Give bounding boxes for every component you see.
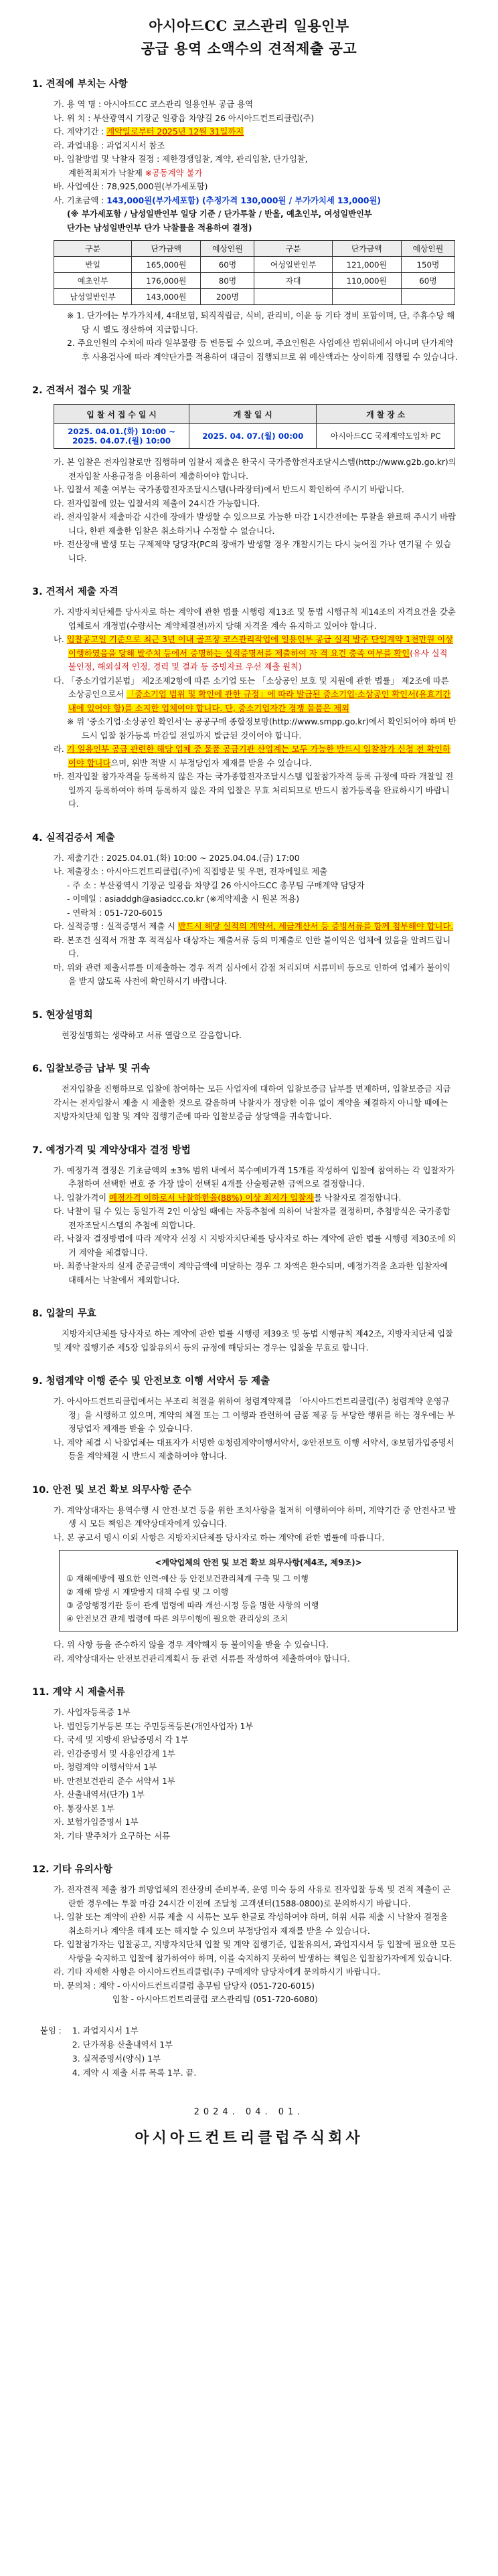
table-header-cell: 개 찰 일 시 (189, 405, 317, 424)
s1-contract-period: 계약일로부터 2025년 12월 31일까지 (106, 127, 244, 136)
s12-item-ra: 라. 기타 자세한 사항은 아시아드컨트리클럽(주) 구매계약 담당자에게 문의하시기 바랍니다. (54, 1967, 381, 1977)
s1-note-2: 2. 주요인원의 수치에 따라 일부물량 등 변동될 수 있으며, 주요인원은 사업예산 범위내에서 아니며 단가계약 후 사용검사에 따라 계약단가를 적용하여 대금이 집행되므로 위 예산액과는 상이하게 집행될 수 있습니다. (67, 338, 458, 362)
s4-item-ma: 마. 위와 관련 제출서류를 미제출하는 경우 적격 심사에서 감점 처리되며 서류미비 등으로 인하여 업체가 불이익을 받지 않도록 사전에 확인하시기 바랍니다. (54, 963, 451, 986)
table-row (54, 289, 455, 305)
section-3-heading: 3. 견적서 제출 자격 (32, 587, 118, 597)
announcement-date: 2024. 04. 01. (193, 2106, 305, 2117)
opening-datetime: 2025. 04. 07.(월) 00:00 (202, 431, 304, 441)
table-cell: 176,000원 (132, 273, 201, 289)
section-11-heading: 11. 계약 시 제출서류 (32, 1687, 125, 1698)
bid-period-start: 2025. 04.01.(화) 10:00 ~ (68, 427, 176, 436)
s12-item-na: 나. 입찰 또는 계약에 관한 서류 제출 시 서류는 모두 한글로 작성하여야 하며, 허위 서류 제출 시 낙찰자 결정을 취소하거나 계약을 해제 또는 해지할 수 있으며 부정당업자 제재를 받을 수 있습니다. (54, 1912, 448, 1936)
s4-item-ra: 라. 본조건 실적서 개찰 후 적격심사 대상자는 제출서류 등의 미제출로 인한 불이익은 업체에 있음을 알려드립니다. (54, 935, 451, 959)
s10-item-da: 다. 위 사항 등을 준수하지 않을 경우 계약해지 등 불이익을 받을 수 있습니다. (54, 1640, 329, 1650)
s1-note-1: ※ 1. 단가에는 부가가치세, 4대보험, 퇴직적립금, 식비, 관리비, 이윤 등 기타 경비 포함이며, 단, 주휴수당 해당 시 별도 정산하여 지급합니다. (67, 311, 455, 334)
list-item: 가. 사업자등록증 1부 (54, 1708, 131, 1717)
table-cell: 예초인부 (54, 273, 132, 289)
table-cell: 아시아드CC 국제계약도입차 PC (317, 424, 455, 449)
s4-address: - 주 소 : 부산광역시 기장군 일광읍 차양길 26 아시아드CC 총무팀 구매계약 담당자 (67, 880, 365, 890)
s2-item-ma: 마. 전산장애 발생 또는 구제제약 당당자(PC의 장애가 발생할 경우 개찰시기는 다시 늦어질 가나 연기될 수 있습니다. (54, 540, 452, 563)
s1-sa-note1: (※ 부가세포함 / 남성일반인부 일당 기준 / 단가투찰 / 반올, 예초인부, 여성일반인부 (67, 209, 372, 219)
table-header-cell: 예상인원 (401, 241, 454, 257)
s4-da-text: 다. 실적증명 : 실적증명서 제출 시 (54, 922, 178, 931)
s3-item-ra (54, 742, 458, 770)
doc-title-line2: 공급 용역 소액수의 견적제출 공고 (141, 40, 357, 57)
s4-item-da (54, 920, 458, 934)
attachments (40, 2024, 458, 2080)
safety-box-item: ③ 중앙행정기관 등이 관계 법령에 따라 개선·시정 등을 명한 사항의 이행 (66, 1601, 319, 1610)
company-name: 아시아드컨트리클럽주식회사 (135, 2128, 363, 2147)
list-item: 사. 산출내역서(단가) 1부 (54, 1790, 145, 1799)
section-2-heading: 2. 견적서 접수 및 개찰 (32, 385, 131, 396)
s1-item-sa (54, 194, 458, 208)
s1-da-label: 다. 계약기간 : (54, 127, 107, 136)
table-cell: 반일 (54, 257, 132, 273)
section-12-heading: 12. 기타 유의사항 (32, 1864, 112, 1875)
s1-ma-text: 마. 입찰방법 및 낙찰자 결정 : 제한경쟁입찰, 계약, 관리입찰, 단가입찰, (54, 155, 308, 164)
safety-box-title: <계약업체의 안전 및 보건 확보 의무사항(제4조, 제9조)> (155, 1558, 362, 1567)
s12-contact-2: 입찰 - 아시아드컨트리클럽 코스관리팀 (051-720-6080) (112, 1995, 318, 2004)
s1-item-ba: 바. 사업예산 : 78,925,000원(부가세포함) (54, 182, 208, 191)
table-header-row (54, 241, 455, 257)
table-cell: 남성일반인부 (54, 289, 132, 305)
s10-item-ga: 가. 계약상대자는 용역수행 시 안전·보건 등을 위한 조치사항을 철저히 이행하여야 하며, 계약기간 중 안전사고 발생 시 모든 책임은 계약상대자에게 있습니다. (54, 1505, 456, 1528)
s3-item-da (54, 674, 458, 716)
s7-item-ga: 가. 예정가격 결정은 기초금액의 ±3% 범위 내에서 복수예비가격 15개를 작성하여 입찰에 참여하는 각 입찰자가 추첨하여 선택한 번호 중 가장 많이 선택된 4개를 산술평균한 금액으로 결정합니다. (54, 1165, 455, 1189)
s12-item-da: 다. 입찰참가자는 입찰공고, 지방자치단체 입찰 및 계약 집행기준, 입찰유의서, 과업지시서 등 입찰에 필요한 모든 사항을 숙지하고 입찰에 참가하여야 하며, 이를 숙지하지 못하여 발생하는 책임은 입찰참가자에게 있습니다. (54, 1940, 456, 1963)
table-cell (254, 289, 332, 305)
table-cell (401, 289, 454, 305)
safety-box-item: ④ 안전보건 관계 법령에 따른 의무이행에 필요한 관리상의 조치 (66, 1614, 288, 1623)
s4-email: - 이메일 : asiaddgh@asiadcc.co.kr (※계약제출 시 원본 적용) (67, 894, 300, 904)
s3-da-note: ※ 위 '중소기업·소상공인 확인서'는 공공구매 종합정보망(http://www.smpp.go.kr)에서 확인되어야 하며 반드시 입찰 참가등록 마감일 전일까지 발급된 것이어야 합니다. (67, 717, 456, 740)
list-item: 자. 보험가입증명서 1부 (54, 1817, 139, 1827)
safety-box-item: ① 재해예방에 필요한 인력·예산 등 안전보건관리체계 구축 및 그 이행 (66, 1574, 309, 1583)
s12-item-ga: 가. 전자견적 제출 참가 희망업체의 전산장비 준비부족, 운영 미숙 등의 사유로 전자입찰 등록 및 견적 제출이 곤란한 경우에는 투찰 마감 24시간 이전에 조달청 고객센터(1588-0800)로 문의하시기 바랍니다. (54, 1885, 451, 1908)
s3-item-na (54, 633, 458, 674)
s7-na-label: 나. 입찰가격이 (54, 1193, 109, 1203)
table-header-cell: 개 찰 장 소 (317, 405, 455, 424)
table-cell: 165,000원 (132, 257, 201, 273)
list-item: 차. 기타 발주처가 요구하는 서류 (54, 1831, 170, 1841)
s7-na-requirement: 예정가격 이하로서 낙찰하한율(88%) 이상 최저가 입찰자 (109, 1193, 314, 1203)
s3-na-requirement: 입찰공고일 기준으로 최근 3년 이내 골프장 코스관리작업에 일용인부 공급 실적 발주 단일계약 1천만원 이상 이행하였음을 당해 발주처 등에서 증명하는 실적증명서를 제출하여 자 격 요건 충족 여부를 확인 (66, 635, 453, 658)
list-item: 아. 통장사본 1부 (54, 1803, 114, 1813)
s1-base-amount: 143,000원(부가세포함) (추정가격 130,000원 / 부가가치세 13,000원) (106, 195, 381, 205)
s1-sa-note2: 단가는 남성일반인부 단가 낙찰률을 적용하여 결정) (67, 223, 252, 233)
table-cell: 150명 (401, 257, 454, 273)
s2-item-na: 나. 입찰서 제출 여부는 국가종합전자조달시스템(나라장터)에서 반드시 확인하여 주시기 바랍니다. (54, 485, 404, 494)
s1-item-na: 나. 위 치 : 부산광역시 기장군 일광읍 차양길 26 아시아드컨트리클럽(주) (54, 113, 315, 123)
s3-item-ga: 가. 지방자치단체를 당사자로 하는 계약에 관한 법률 시행령 제13조 및 동법 시행규칙 제14조의 자격요건을 갖춘 업체로서 개정법(수량서는 계약체결전)까지 당해 자격을 계속 유지하고 있어야 합니다. (54, 607, 456, 631)
list-item: 라. 인감증명서 및 사용인감계 1부 (54, 1749, 175, 1759)
s7-item-da: 다. 낙찰이 될 수 있는 동일가격 2인 이상일 때에는 자동추첨에 의하여 낙찰자를 결정하며, 추첨방식은 국가종합전자조달시스템의 추첨에 의합니다. (54, 1207, 451, 1230)
table-cell (332, 289, 401, 305)
s6-paragraph: 전자입찰을 진행하므로 입찰에 참여하는 모든 사업자에 대하여 입찰보증금 납부를 면제하며, 입찰보증금 지급각서는 전자입찰서 제출 시 제출한 것으로 갈음하며 낙찰자가 정당한 이유 없이 계약을 체결하지 아니할 때에는 지방자치단체 입찰 및 계약 집행기준에 따라 입찰보증금 상당액을 귀속합니다. (54, 1084, 451, 1121)
table-cell: 110,000원 (332, 273, 401, 289)
table-cell: 60명 (401, 273, 454, 289)
list-item: 바. 안전보건관리 준수 서약서 1부 (54, 1776, 175, 1786)
attachment-item: 3. 실적증명서(양식) 1부 (72, 2054, 161, 2064)
s2-item-ra: 라. 전자입찰서 제출마감 시간에 장애가 발생할 수 있으므로 가능한 마감 1시간전에는 투찰을 완료해 주시기 바랍니다, 한편 제출한 입찰은 취소하거나 수정할 수 없습니다. (54, 512, 456, 536)
table-cell: 80명 (201, 273, 254, 289)
s3-da-text: 다. 「중소기업기본법」 제2조제2항에 따른 소기업 또는 「소상공인 보호 및 지원에 관한 법률」 제2조에 따른 소상공인으로서 (54, 676, 449, 699)
table-header-cell: 구분 (54, 241, 132, 257)
s3-na-label: 나. (54, 635, 67, 644)
s1-item-da (54, 125, 458, 139)
attachment-item: 2. 단가적용 산출내역서 1부 (72, 2040, 173, 2050)
doc-title-line1: 아시아드CC 코스관리 일용인부 (149, 17, 349, 34)
bid-period-end: 2025. 04.07.(월) 10:00 (72, 436, 171, 445)
s5-paragraph: 현장설명회는 생략하고 서류 열람으로 갈음합니다. (62, 1030, 242, 1040)
table-cell: 자대 (254, 273, 332, 289)
table-header-cell: 단가금액 (332, 241, 401, 257)
section-6-heading: 6. 입찰보증금 납부 및 귀속 (32, 1064, 150, 1074)
s4-item-ga: 가. 제출기간 : 2025.04.01.(화) 10:00 ~ 2025.04.04.(금) 17:00 (54, 853, 300, 863)
table-cell (54, 424, 189, 449)
table-row (54, 257, 455, 273)
table-header-cell: 예상인원 (201, 241, 254, 257)
s3-item-ma: 마. 전자입찰 참가자격을 등록하지 않은 자는 국가종합전자조달시스템 입찰참가자격 등록 규정에 따라 개찰일 전일까지 등록하여야 하며 등록하지 않은 자의 입찰은 무효 처리되므로 반드시 참가등록을 완료하시기 바랍니다. (54, 772, 454, 809)
attachments-label: 붙임 : (40, 2025, 62, 2036)
safety-box-item: ② 재해 발생 시 재발방지 대책 수립 및 그 이행 (66, 1587, 229, 1597)
s4-item-na: 나. 제출장소 : 아시아드컨트리클럽(주)에 직접방문 및 우편, 전자메일로 제출 (54, 867, 328, 876)
s10-item-ra: 라. 계약상대자는 안전보건관리계획서 등 관련 서류를 작성하여 제출하여야 합니다. (54, 1654, 350, 1664)
bid-schedule-table (54, 404, 455, 449)
list-item: 나. 법인등기부등본 또는 주민등록등본(개인사업자) 1부 (54, 1721, 254, 1731)
s3-ra-label: 라. (54, 745, 67, 754)
s8-paragraph: 지방자치단체를 당사자로 하는 계약에 관한 법률 시행령 제39조 및 동법 시행규칙 제42조, 지방자치단체 입찰 및 계약 집행기준 제5장 입찰유의서 등의 규정에 해당되는 경우는 입찰을 무효로 합니다. (54, 1329, 453, 1353)
attachments-list (72, 2024, 196, 2080)
table-cell: 200명 (201, 289, 254, 305)
s1-sa-label: 사. 기초금액 : (54, 195, 107, 205)
section-1-heading: 1. 견적에 부치는 사항 (32, 79, 128, 90)
section-9-heading: 9. 청렴계약 이행 준수 및 안전보호 이행 서약서 등 제출 (32, 1376, 270, 1387)
s2-item-ga: 가. 본 입찰은 전자입찰로만 집행하며 입찰서 제출은 한국시 국가종합전자조달시스템(http://www.g2b.go.kr)의 전자입찰 사용규정을 이용하여 제출하여야 합니다. (54, 458, 456, 481)
s9-item-ga: 가. 아시아드컨트리클럽에서는 부조리 척결을 위하여 청렴계약제를 「아시아드컨트리클럽(주) 청렴계약 운영규정」을 시행하고 있으며, 계약의 체결 또는 그 이행과 관련하여 금품 제공 등 부당한 행위를 하는 경우에는 부정당업자 제재를 받을 수 있습니다. (54, 1397, 455, 1433)
s7-item-ra: 라. 낙찰자 결정방법에 따라 계약자 선정 시 지방자치단체를 당사자로 하는 계약에 관한 법률 시행령 제30조에 의거 계약을 체결합니다. (54, 1234, 456, 1258)
s9-item-na: 나. 계약 체결 시 낙찰업체는 대표자가 서명한 ①청렴계약이행서약서, ②안전보호 이행 서약서, ③보험가입증명서 등을 계약체결 시 반드시 제출하여야 합니다. (54, 1438, 454, 1461)
s7-item-ma: 마. 최종낙찰자의 실제 준공금액이 계약금액에 미달하는 경우 그 차액은 환수되며, 예정가격을 초과한 입찰자에 대해서는 낙찰에서 제외합니다. (54, 1262, 448, 1285)
s1-item-ga: 가. 용 역 명 : 아시아드CC 코스관리 일용인부 공급 용역 (54, 100, 253, 109)
s1-ma-note: ※공동계약 불가 (145, 168, 203, 178)
table-header-row (54, 405, 455, 424)
section-5-heading: 5. 현장설명회 (32, 1009, 93, 1021)
table-row (54, 424, 455, 449)
section-8-heading: 8. 입찰의 무효 (32, 1308, 96, 1319)
s3-ra-requirement: 기 일용인부 공급 관련한 해당 업체 중 물품 공급기관 산업계는 모두 가능한 반드시 입찰참가 신청 전 확인하여야 합니다 (66, 745, 451, 768)
s3-na-note: (유사 실적 불인정, 해외실적 인정, 경력 및 결과 등 증빙자료 우선 제출 원칙) (68, 648, 448, 672)
section-10-heading: 10. 안전 및 보건 확보 의무사항 준수 (32, 1484, 192, 1496)
s3-ra-tail: 으며, 위반 적발 시 부정당업자 제재를 받을 수 있습니다. (110, 758, 312, 768)
table-cell: 143,000원 (132, 289, 201, 305)
s7-item-na (54, 1191, 458, 1205)
table-cell: 121,000원 (332, 257, 401, 273)
s4-da-requirement: 반드시 해당 실적의 계약서, 세금계산서 등 증빙서류를 함께 첨부해야 합니다. (177, 922, 454, 931)
attachment-item: 4. 계약 시 제출 서류 목록 1부. 끝. (72, 2068, 197, 2078)
s10-item-na: 나. 본 공고서 명시 이외 사항은 지방자치단체를 당사자로 하는 계약에 관한 법률에 따릅니다. (54, 1532, 385, 1543)
s12-item-ma: 마. 문의처 : 계약 - 아시아드컨트리클럽 총무팀 담당자 (051-720-6015) (54, 1981, 315, 1991)
table-row (54, 273, 455, 289)
table-header-cell: 단가금액 (132, 241, 201, 257)
s1-ma-text2: 계한적최저가 낙찰제 (68, 168, 145, 178)
s1-item-ra: 라. 과업내용 : 과업지시서 참조 (54, 140, 165, 151)
s3-da-requirement: 「중소기업 범위 및 확인에 관한 규정」에 따라 발급된 중소기업·소상공인 확인서(유효기간 내에 있어야 함)를 소지한 업체여야 합니다. 단, 중소기업자간 경쟁 물품은 제외 (68, 690, 451, 713)
s4-phone: - 연락처 : 051-720-6015 (67, 908, 163, 918)
unit-price-table (54, 240, 455, 305)
s2-item-da: 다. 전자입찰에 있는 입찰서의 제출이 24시간 가능합니다. (54, 498, 260, 508)
section-4-heading: 4. 실적검증서 제출 (32, 832, 115, 844)
list-item: 다. 국세 및 지방세 완납증명서 각 1부 (54, 1735, 189, 1745)
s7-na-tail: 를 낙찰자로 결정합니다. (313, 1193, 402, 1203)
table-cell: 60명 (201, 257, 254, 273)
list-item: 마. 청렴계약 이행서약서 1부 (54, 1763, 157, 1772)
table-header-cell: 구분 (254, 241, 332, 257)
safety-obligations-box (59, 1550, 458, 1631)
section-7-heading: 7. 예정가격 및 계약상대자 결정 방법 (32, 1145, 191, 1156)
table-cell (189, 424, 317, 449)
table-cell: 여성일반인부 (254, 257, 332, 273)
table-header-cell: 입 찰 서 접 수 일 시 (54, 405, 189, 424)
attachment-item: 1. 과업지시서 1부 (72, 2025, 139, 2036)
s1-item-ma (54, 153, 458, 180)
